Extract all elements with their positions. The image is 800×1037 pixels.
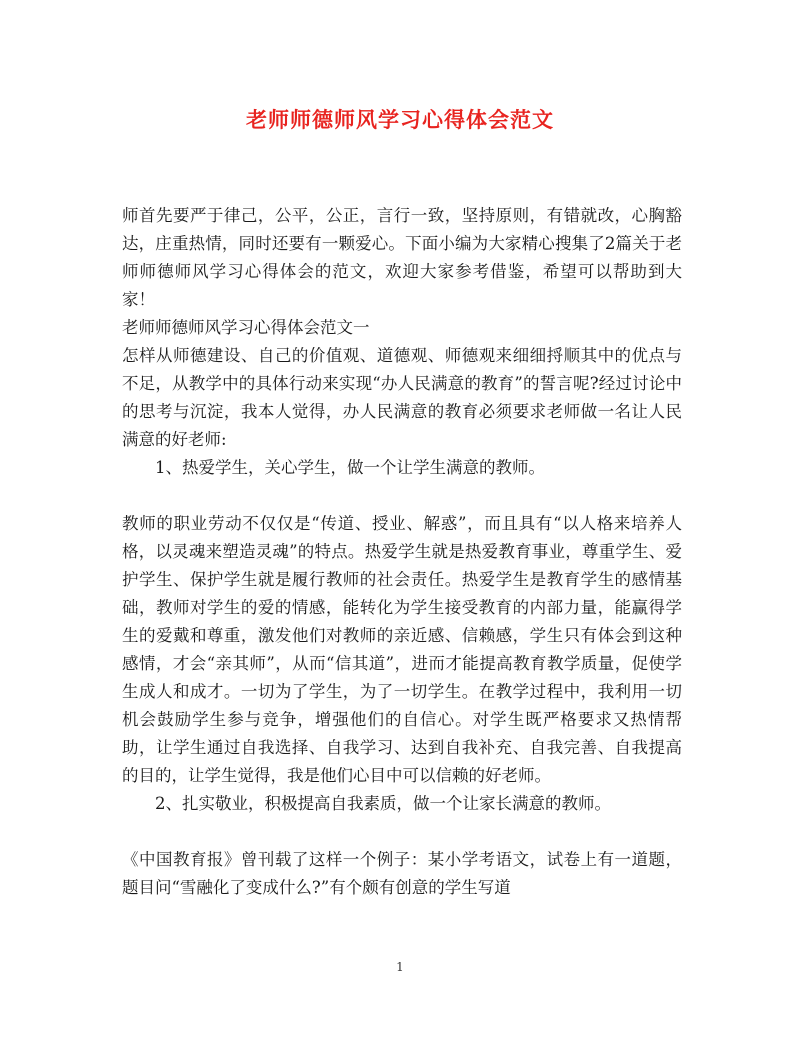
document-title: 老师师德师风学习心得体会范文	[246, 107, 554, 132]
paragraph-spacer	[122, 482, 682, 510]
body-paragraph-3: 《中国教育报》曾刊载了这样一个例子：某小学考语文，试卷上有一道题，题目问“雪融化了变成什么?”有个颇有创意的学生写道	[122, 850, 682, 897]
point-2-heading: 2、扎实敬业，积极提高自我素质，做一个让家长满意的教师。	[155, 794, 611, 813]
paragraph-spacer	[122, 818, 682, 846]
body-paragraph-1: 怎样从师德建设、自己的价值观、道德观、师德观来细细捋顺其中的优点与不足，从教学中的具体行动来实现“办人民满意的教育”的誓言呢?经过讨论中的思考与沉淀，我本人觉得，办人民满意的教育必须要求老师做一名让人民满意的好老师:	[122, 346, 682, 449]
section-heading: 老师师德师风学习心得体会范文一	[122, 318, 370, 337]
document-body	[122, 202, 682, 902]
point-1-heading: 1、热爱学生，关心学生，做一个让学生满意的教师。	[155, 458, 545, 477]
page-number: 1	[396, 960, 404, 974]
intro-paragraph: 师首先要严于律己，公平，公正，言行一致，坚持原则，有错就改，心胸豁达，庄重热情，同时还要有一颗爱心。下面小编为大家精心搜集了2篇关于老师师德师风学习心得体会的范文，欢迎大家参考借鉴，希望可以帮助到大家！	[122, 206, 682, 309]
body-paragraph-2: 教师的职业劳动不仅仅是“传道、授业、解惑”，而且具有“以人格来培养人格，以灵魂来塑造灵魂”的特点。热爱学生就是热爱教育事业，尊重学生、爱护学生、保护学生就是履行教师的社会责任。热爱学生是教育学生的感情基础，教师对学生的爱的情感，能转化为学生接受教育的内部力量，能赢得学生的爱戴和尊重，激发他们对教师的亲近感、信赖感，学生只有体会到这种感情，才会“亲其师”，从而“信其道”，进而才能提高教育教学质量，促使学生成人和成才。一切为了学生，为了一切学生。在教学过程中，我利用一切机会鼓励学生参与竞争，增强他们的自信心。对学生既严格要求又热情帮助，让学生通过自我选择、自我学习、达到自我补充、自我完善、自我提高的目的，让学生觉得，我是他们心目中可以信赖的好老师。	[122, 514, 682, 785]
